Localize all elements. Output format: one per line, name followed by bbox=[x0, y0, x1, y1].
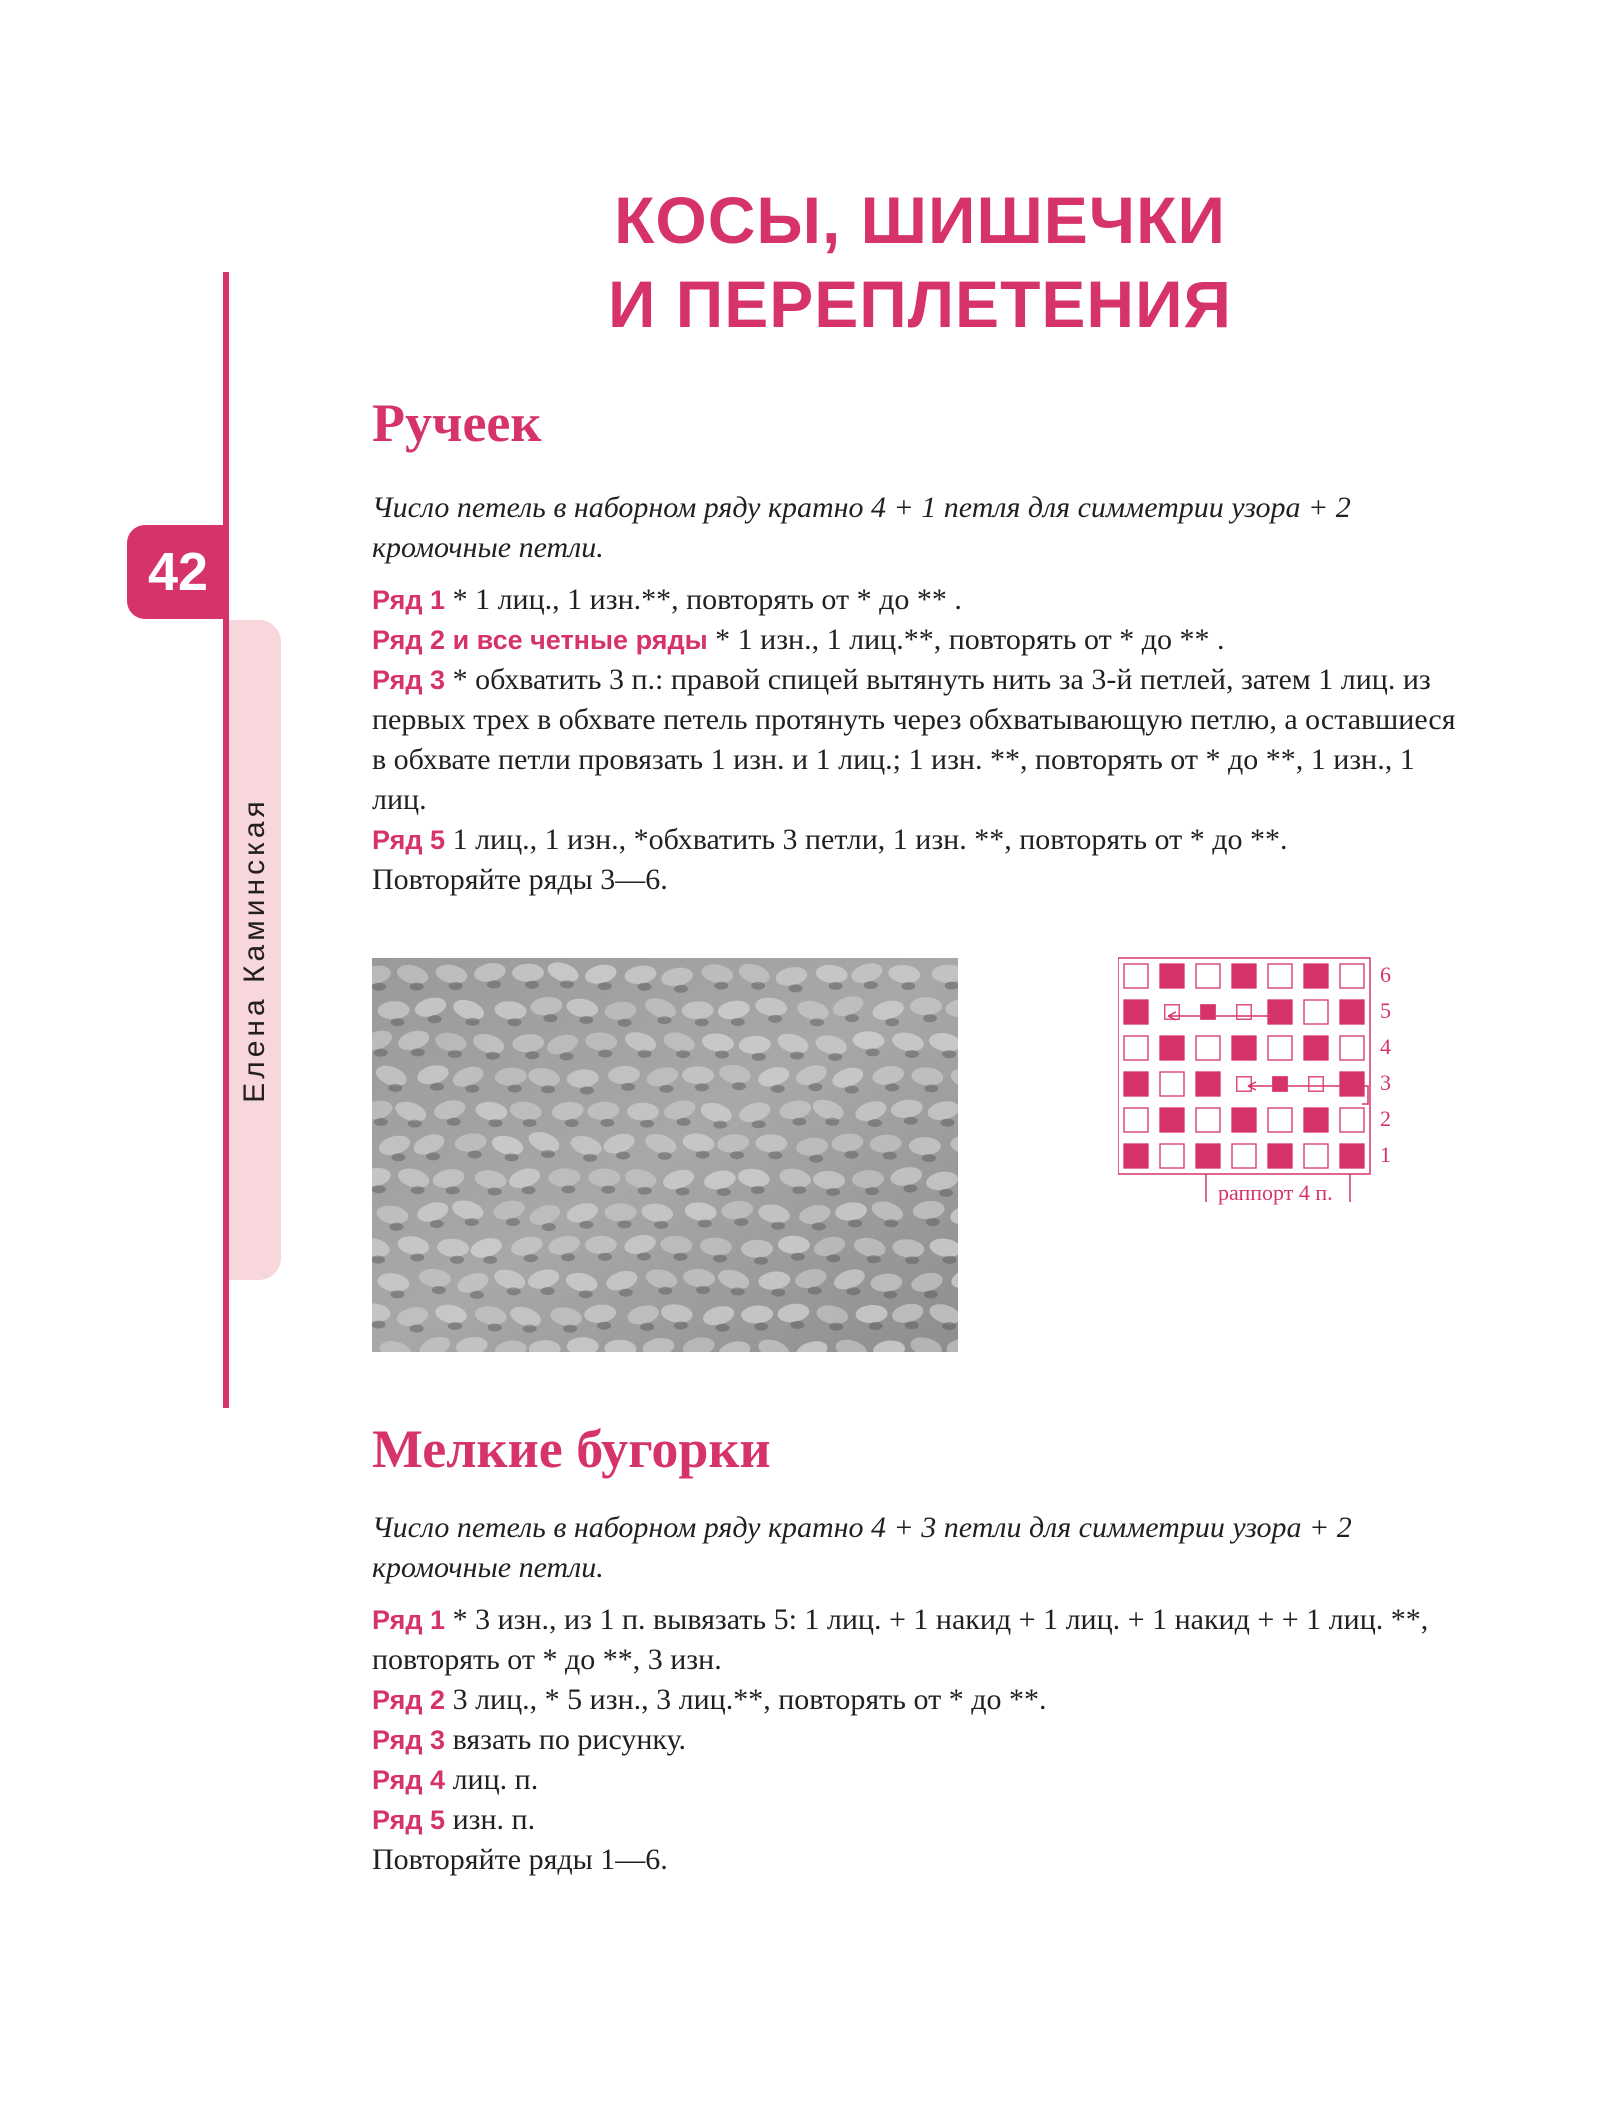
chart-cell bbox=[1232, 1144, 1256, 1168]
author-name: Елена Каминская bbox=[238, 797, 271, 1103]
chart-cell bbox=[1201, 1005, 1215, 1019]
row-text: * обхватить 3 п.: правой спицей вытянуть нить за 3-й петлей, затем 1 лиц. из первых трех в обхвате петель протянуть через обхватывающую петлю, а оставшиеся в обхвате петли провязать 1 изн. и 1 лиц.; 1 изн. **, повторять от * до **, 1 изн., 1 лиц. bbox=[372, 663, 1456, 816]
chart-cell bbox=[1304, 1144, 1328, 1168]
chart-row-number: 3 bbox=[1380, 1070, 1391, 1095]
row-text: * 1 изн., 1 лиц.**, повторять от * до ** . bbox=[707, 623, 1225, 656]
row-text: лиц. п. bbox=[445, 1763, 539, 1796]
chart-cell bbox=[1196, 1108, 1220, 1132]
row-label: Ряд 2 bbox=[372, 1685, 446, 1715]
chart-cell bbox=[1273, 1077, 1287, 1091]
chart-cell bbox=[1340, 964, 1364, 988]
knitted-texture-photo bbox=[372, 958, 958, 1352]
chart-cell bbox=[1160, 1072, 1184, 1096]
instruction-row bbox=[372, 620, 1457, 660]
instruction-row bbox=[372, 820, 1457, 860]
chart-cell bbox=[1160, 1144, 1184, 1168]
chart-cell bbox=[1232, 1108, 1256, 1132]
instruction-row bbox=[372, 660, 1457, 820]
chart-cell bbox=[1124, 1000, 1148, 1024]
chart-cell bbox=[1196, 1144, 1220, 1168]
section-footer: Повторяйте ряды 1—6. bbox=[372, 1843, 668, 1876]
author-tab bbox=[229, 620, 281, 1280]
row-label: Ряд 5 bbox=[372, 1805, 446, 1835]
row-label: Ряд 3 bbox=[372, 1725, 446, 1755]
section-heading-bugorki: Мелкие бугорки bbox=[372, 1419, 771, 1479]
section-body-rucheek bbox=[372, 488, 1457, 900]
chart-cell bbox=[1196, 964, 1220, 988]
chart-row-number: 5 bbox=[1380, 998, 1391, 1023]
chart-cell bbox=[1196, 1036, 1220, 1060]
chart-row-number: 1 bbox=[1380, 1142, 1391, 1167]
chart-cell bbox=[1237, 1005, 1251, 1019]
chart-cell bbox=[1268, 1000, 1292, 1024]
chart-cell bbox=[1268, 1108, 1292, 1132]
chart-cell bbox=[1340, 1036, 1364, 1060]
chart-cell bbox=[1304, 1000, 1328, 1024]
chart-cell bbox=[1309, 1077, 1323, 1091]
row-text: 3 лиц., * 5 изн., 3 лиц.**, повторять от * до **. bbox=[445, 1683, 1047, 1716]
row-text: * 1 лиц., 1 изн.**, повторять от * до ** . bbox=[445, 583, 962, 616]
chart-cell bbox=[1304, 1108, 1328, 1132]
instruction-row bbox=[372, 1720, 1457, 1760]
chart-cell bbox=[1124, 1144, 1148, 1168]
chart-cell bbox=[1124, 964, 1148, 988]
chart-cell bbox=[1124, 1072, 1148, 1096]
chart-cell bbox=[1304, 964, 1328, 988]
section-body-bugorki bbox=[372, 1508, 1457, 1880]
chart-cell bbox=[1304, 1036, 1328, 1060]
chart-cell bbox=[1232, 1036, 1256, 1060]
page-number: 42 bbox=[127, 525, 229, 619]
row-text: * 3 изн., из 1 п. вывязать 5: 1 лиц. + 1 накид + 1 лиц. + 1 накид + + 1 лиц. **, повторять от * до **, 3 изн. bbox=[372, 1603, 1429, 1676]
chart-row-number: 2 bbox=[1380, 1106, 1391, 1131]
chart-row-number: 6 bbox=[1380, 962, 1391, 987]
row-label: Ряд 2 и все четные ряды bbox=[372, 625, 708, 655]
chart-cell bbox=[1196, 1072, 1220, 1096]
instruction-row bbox=[372, 1760, 1457, 1800]
page-title-line-1: КОСЫ, ШИШЕЧКИ bbox=[614, 183, 1226, 257]
chart-cell bbox=[1268, 1144, 1292, 1168]
instruction-row bbox=[372, 1600, 1457, 1680]
chart-cell bbox=[1232, 964, 1256, 988]
chart-cell bbox=[1268, 1036, 1292, 1060]
rapport-label: раппорт 4 п. bbox=[1218, 1180, 1333, 1205]
page-title bbox=[380, 178, 1460, 346]
section-intro: Число петель в наборном ряду кратно 4 + 3 петли для симметрии узора + 2 кромочные петли. bbox=[372, 1511, 1352, 1584]
instruction-row bbox=[372, 580, 1457, 620]
section-heading-rucheek: Ручеек bbox=[372, 393, 542, 453]
page-title-line-2: И ПЕРЕПЛЕТЕНИЯ bbox=[608, 267, 1232, 341]
row-text: вязать по рисунку. bbox=[445, 1723, 687, 1756]
section-intro: Число петель в наборном ряду кратно 4 + 1 петля для симметрии узора + 2 кромочные петли. bbox=[372, 491, 1351, 564]
row-label: Ряд 5 bbox=[372, 825, 446, 855]
chart-cell bbox=[1340, 1144, 1364, 1168]
chart-cell bbox=[1160, 1036, 1184, 1060]
chart-cell bbox=[1124, 1036, 1148, 1060]
chart-cell bbox=[1340, 1000, 1364, 1024]
chart-cell bbox=[1340, 1072, 1364, 1096]
instruction-row bbox=[372, 1800, 1457, 1840]
chart-cell bbox=[1340, 1108, 1364, 1132]
chart-cell bbox=[1124, 1108, 1148, 1132]
row-label: Ряд 1 bbox=[372, 1605, 446, 1635]
chart-row-number: 4 bbox=[1380, 1034, 1391, 1059]
instruction-row bbox=[372, 1680, 1457, 1720]
chart-cell bbox=[1237, 1077, 1251, 1091]
section-footer: Повторяйте ряды 3—6. bbox=[372, 863, 668, 896]
row-label: Ряд 3 bbox=[372, 665, 446, 695]
chart-cell bbox=[1268, 964, 1292, 988]
row-label: Ряд 4 bbox=[372, 1765, 446, 1795]
row-label: Ряд 1 bbox=[372, 585, 446, 615]
chart-cell bbox=[1160, 964, 1184, 988]
row-text: изн. п. bbox=[445, 1803, 536, 1836]
row-text: 1 лиц., 1 изн., *обхватить 3 петли, 1 изн. **, повторять от * до **. bbox=[445, 823, 1288, 856]
chart-cell bbox=[1160, 1108, 1184, 1132]
chart-cell bbox=[1165, 1005, 1179, 1019]
knitting-chart bbox=[1118, 952, 1408, 1217]
